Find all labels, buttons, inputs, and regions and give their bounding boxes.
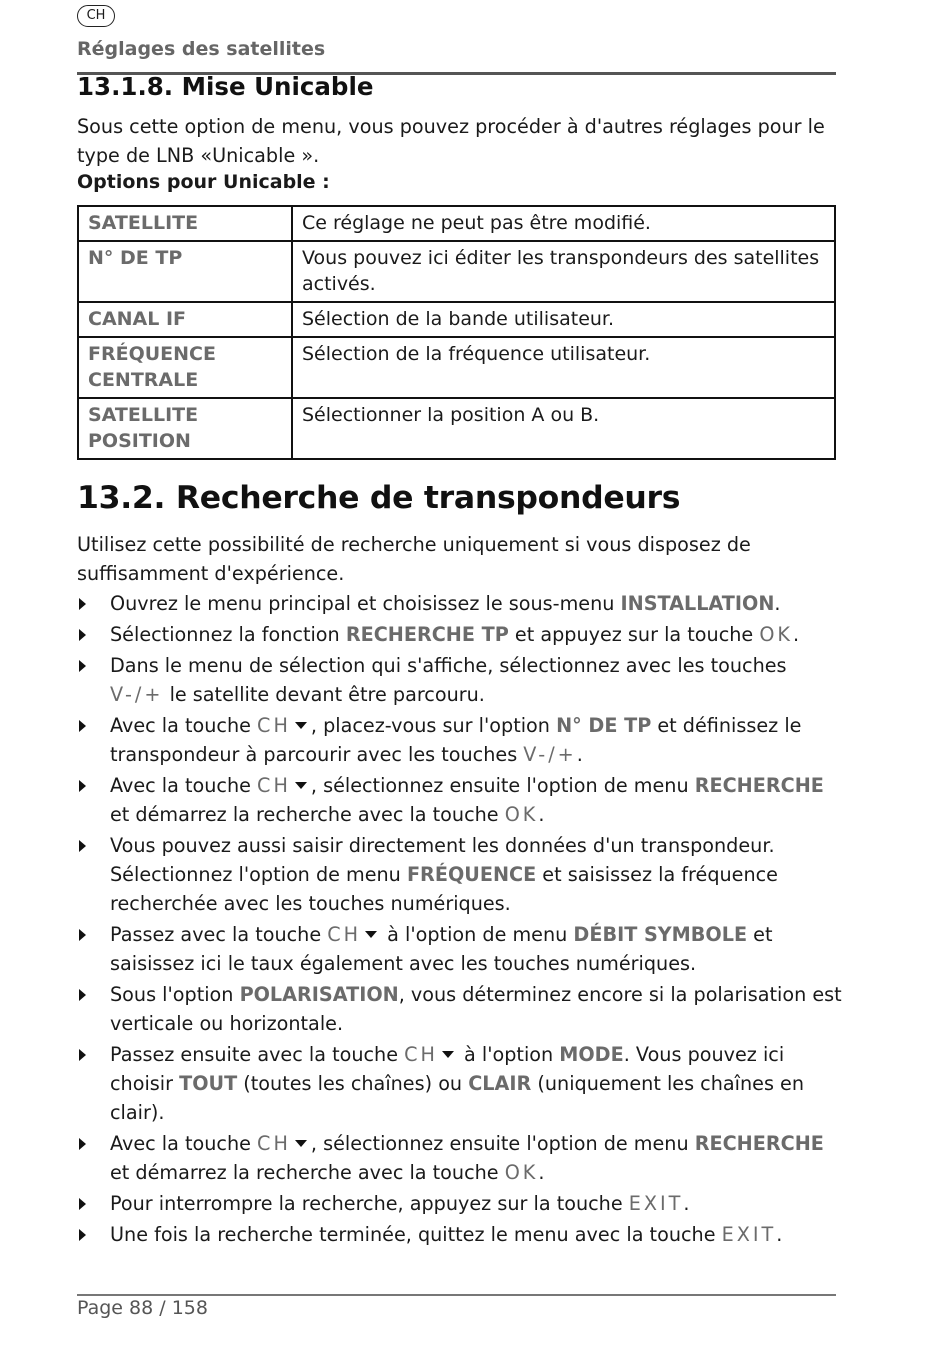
arrow-down-icon (295, 722, 307, 729)
list-item: Une fois la recherche terminée, quittez le menu avec la touche EXIT. (77, 1220, 842, 1249)
list-item: Passez ensuite avec la touche CH à l'option MODE. Vous pouvez ici choisir TOUT (toutes les chaînes) ou CLAIR (uniquement les chaînes en clair). (77, 1040, 842, 1127)
list-item: Avec la touche CH , sélectionnez ensuite l'option de menu RECHERCHE et démarrez la recherche avec la touche OK. (77, 1129, 842, 1187)
table-row (78, 302, 835, 337)
footer-divider (77, 1294, 836, 1296)
unicable-options-table (77, 205, 836, 460)
bullet-icon (79, 989, 86, 1001)
option-description: Vous pouvez ici éditer les transpondeurs des satellites activés. (292, 241, 835, 302)
subsection-intro: Sous cette option de menu, vous pouvez procéder à d'autres réglages pour le type de LNB «Unicable ». (77, 115, 825, 167)
bullet-icon (79, 1049, 86, 1061)
option-name: FRÉQUENCE CENTRALE (78, 337, 292, 398)
table-row (78, 241, 835, 302)
table-row (78, 337, 835, 398)
option-description: Sélection de la fréquence utilisateur. (292, 337, 835, 398)
option-description: Ce réglage ne peut pas être modifié. (292, 206, 835, 241)
running-header: Réglages des satellites (77, 38, 326, 60)
options-label: Options pour Unicable : (77, 171, 330, 193)
bullet-icon (79, 1198, 86, 1210)
option-name: CANAL IF (78, 302, 292, 337)
subsection-title: 13.1.8. Mise Unicable (77, 72, 374, 101)
page-number: Page 88 / 158 (77, 1297, 208, 1319)
list-item: Vous pouvez aussi saisir directement les données d'un transpondeur. Sélectionnez l'option de menu FRÉQUENCE et saisissez la fréquence recherchée avec les touches numériques. (77, 831, 842, 918)
arrow-down-icon (442, 1051, 454, 1058)
bullet-icon (79, 660, 86, 672)
option-name: SATELLITE (78, 206, 292, 241)
table-row (78, 206, 835, 241)
option-name: SATELLITE POSITION (78, 398, 292, 459)
bullet-icon (79, 1229, 86, 1241)
steps-list (77, 589, 842, 1251)
bullet-icon (79, 629, 86, 641)
list-item: Ouvrez le menu principal et choisissez le sous-menu INSTALLATION. (77, 589, 842, 618)
bullet-icon (79, 598, 86, 610)
list-item: Avec la touche CH , sélectionnez ensuite l'option de menu RECHERCHE et démarrez la recherche avec la touche OK. (77, 771, 842, 829)
bullet-icon (79, 780, 86, 792)
option-name: N° DE TP (78, 241, 292, 302)
list-item: Sélectionnez la fonction RECHERCHE TP et appuyez sur la touche OK. (77, 620, 842, 649)
list-item: Passez avec la touche CH à l'option de menu DÉBIT SYMBOLE et saisissez ici le taux également avec les touches numériques. (77, 920, 842, 978)
section-intro: Utilisez cette possibilité de recherche uniquement si vous disposez de suffisamment d'expérience. (77, 533, 751, 585)
section-title: 13.2. Recherche de transpondeurs (77, 480, 681, 516)
table-row (78, 398, 835, 459)
list-item: Dans le menu de sélection qui s'affiche, sélectionnez avec les touches V-/+ le satellite devant être parcouru. (77, 651, 842, 709)
bullet-icon (79, 720, 86, 732)
bullet-icon (79, 929, 86, 941)
country-badge: CH (77, 5, 115, 27)
bullet-icon (79, 1138, 86, 1150)
option-description: Sélection de la bande utilisateur. (292, 302, 835, 337)
bullet-icon (79, 840, 86, 852)
list-item: Sous l'option POLARISATION, vous déterminez encore si la polarisation est verticale ou horizontale. (77, 980, 842, 1038)
arrow-down-icon (295, 1140, 307, 1147)
option-description: Sélectionner la position A ou B. (292, 398, 835, 459)
list-item: Pour interrompre la recherche, appuyez sur la touche EXIT. (77, 1189, 842, 1218)
arrow-down-icon (365, 931, 377, 938)
arrow-down-icon (295, 782, 307, 789)
list-item: Avec la touche CH , placez-vous sur l'option N° DE TP et définissez le transpondeur à parcourir avec les touches V-/+. (77, 711, 842, 769)
